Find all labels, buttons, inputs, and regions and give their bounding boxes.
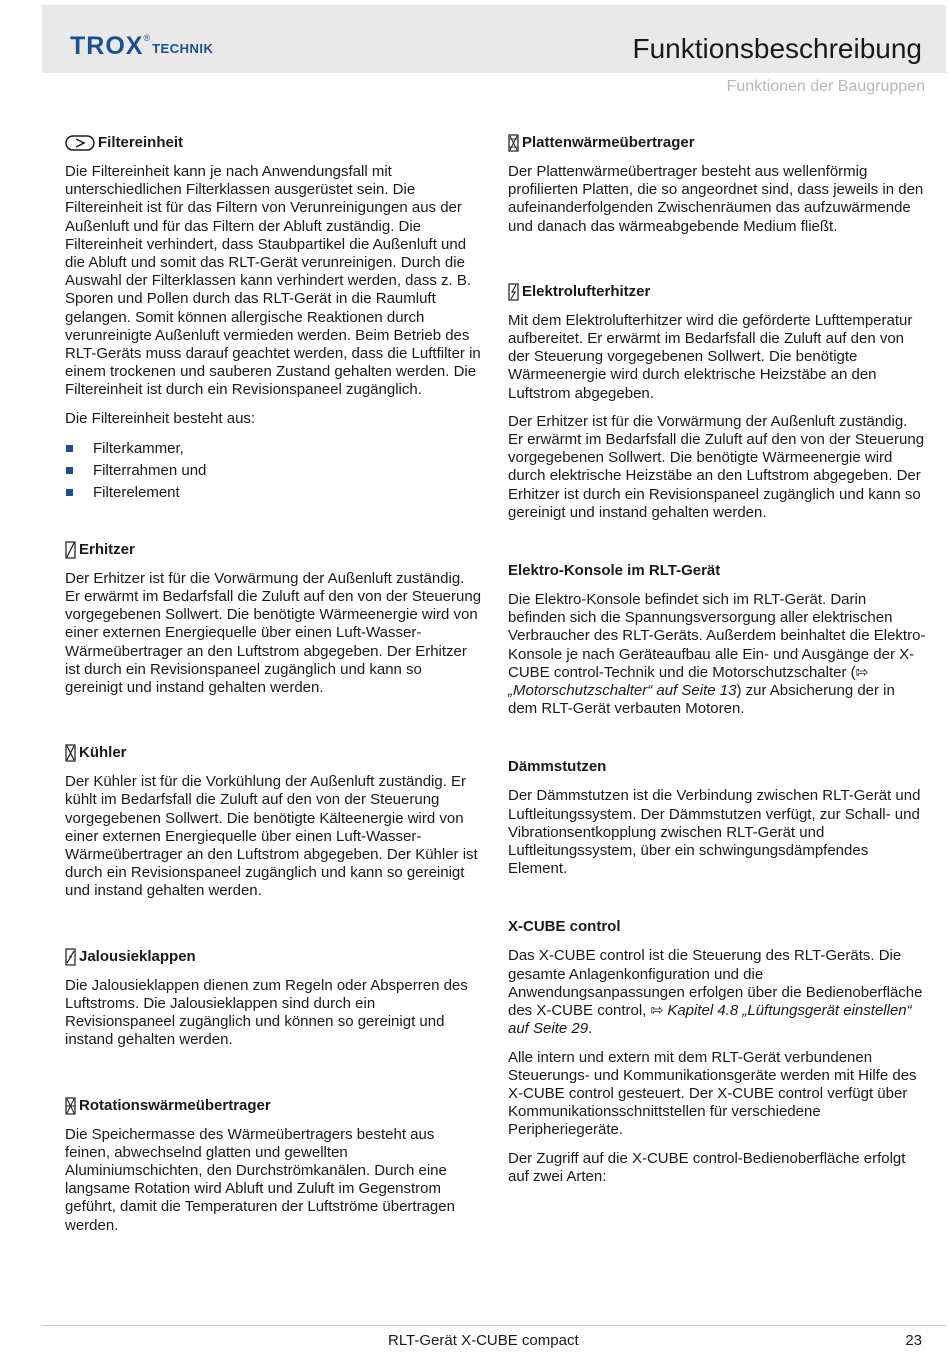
section-title: [508, 917, 926, 937]
footer-document-name: RLT-Gerät X-CUBE compact: [388, 1332, 579, 1349]
cooler-symbol-icon: [65, 744, 76, 762]
paragraph: Die Speichermasse des Wärmeübertragers besteht aus feinen, abwechselnd glatten und gewellten Aluminiumschichten, den Durchströmkanälen. Durch eine langsame Rotation wird Abluft und Zuluft im Gegenstrom geführt, damit die Temperaturen der Luftströme übertragen werden.: [65, 1125, 455, 1234]
paragraph: Der Dämmstutzen ist die Verbindung zwischen RLT-Gerät und Luftleitungssystem. Der Dämmstutzen verfügt, zur Schall- und Vibrationsentkopplung zwischen RLT-Gerät und Luftleitungssystem, über ein schwingungsdämpfendes Element.: [508, 787, 921, 878]
list-item: [65, 438, 483, 460]
paragraph-text: Die Elektro-Konsole befindet sich im RLT-Gerät. Darin befinden sich die Spannungsversorgung aller elektrischen Verbraucher des RLT-Geräts. Außerdem beinhaltet die Elektro-Konsole je nach Geräteaufbau alle Ein- und Ausgänge der X-CUBE control-Technik und die Motorschutzschalter (: [508, 591, 926, 681]
paragraph: Die Filtereinheit kann je nach Anwendungsfall mit unterschiedlichen Filterklassen ausgerüstet sein. Die Filtereinheit ist für das Filtern von Verunreinigungen aus der Außenluft und für das Filtern der Abluft zuständig. Die Filtereinheit verhindert, dass Staubpartikel die Außenluft und die Abluft und somit das RLT-Gerät verunreinigen. Durch die Auswahl der Filterklassen kann verhindert werden, dass z. B. Sporen und Pollen durch das RLT-Gerät in die Raumluft gelangen. Somit können allergische Reaktionen durch verunreinigte Außenluft vermieden werden. Beim Betrieb des RLT-Geräts muss darauf geachtet werden, dass die Luftfilter in einem trockenen und sauberen Zustand gehalten werden. Die Filtereinheit ist durch ein Revisionspaneel zugänglich.: [65, 163, 481, 399]
bullet-square-icon: [66, 489, 73, 496]
cross-reference-link[interactable]: „Motorschutzschalter“ auf Seite 13: [508, 682, 737, 700]
section-title-text: Jalousieklappen: [79, 947, 196, 965]
logo-wordmark: TROX: [70, 32, 144, 60]
section-rotary: [65, 1096, 483, 1235]
paragraph: Alle intern und extern mit dem RLT-Gerät verbundenen Steuerungs- und Kommunikationsgeräte werden mit Hilfe des X-CUBE control gesteuert. Der X-CUBE control verfügt über Kommunikationsschnittstellen für verschiedene Peripheriegeräte.: [508, 1048, 917, 1139]
paragraph: Die Filtereinheit besteht aus:: [65, 409, 256, 427]
paragraph: Der Kühler ist für die Vorkühlung der Außenluft zuständig. Er kühlt im Bedarfsfall die Zuluft auf den von der Steuerung vorgegebenen Sollwert. Die benötigte Kälteenergie wird von einer externen Energiequelle über einen Luft-Wasser-Wärmeübertrager an den Luftstrom abgegeben. Der Kühler ist durch ein Revisionspaneel zugänglich und kann so gereinigt und instand gehalten werden.: [65, 773, 478, 900]
paragraph-text: Das X-CUBE control ist die Steuerung des RLT-Geräts. Die gesamte Anlagenkonfiguration und die Anwendungsanpassungen erfolgen über die Bedienoberfläche des X-CUBE control,: [508, 947, 923, 1020]
trox-logo: [70, 31, 213, 61]
section-title-text: Plattenwärmeübertrager: [522, 134, 695, 151]
document-title: Funktionsbeschreibung: [632, 33, 922, 64]
section-title-text: Dämmstutzen: [508, 758, 607, 776]
list-item-text: Filterelement: [93, 483, 180, 501]
paragraph: Die Jalousieklappen dienen zum Regeln oder Absperren des Luftstroms. Die Jalousieklappen sind durch ein Revisionspaneel zugänglich und können so gereinigt und instand gehalten werden.: [65, 976, 468, 1049]
section-title: [508, 561, 926, 581]
bullet-square-icon: [66, 467, 73, 474]
damper-symbol-icon: [65, 948, 76, 966]
cross-reference-link[interactable]: Kapitel 4.8 „Lüftungsgerät einstellen“ auf Seite 29: [508, 1002, 912, 1038]
heater-symbol-icon: [65, 541, 76, 559]
logo-subtitle: TECHNIK: [152, 41, 214, 56]
section-heater: [65, 540, 483, 697]
paragraph-text: ) zur Absicherung der in dem RLT-Gerät verbauten Motoren.: [508, 682, 895, 718]
section-title-text: X-CUBE control: [508, 918, 621, 936]
list-item-text: Filterkammer,: [93, 439, 184, 457]
paragraph: Mit dem Elektrolufterhitzer wird die geförderte Lufttemperatur aufbereitet. Er erwärmt im Bedarfsfall die Zuluft auf den von der Steuerung vorgegebenen Sollwert. Die benötigte Wärmeenergie wird durch elektrische Heizstäbe an den Luftstrom abgegeben.: [508, 311, 913, 402]
section-title-text: Elektro-Konsole im RLT-Gerät: [508, 562, 721, 580]
section-title: [65, 1096, 483, 1116]
section-cooler: [65, 743, 483, 900]
section-title: [65, 743, 483, 763]
paragraph: Der Erhitzer ist für die Vorwärmung der Außenluft zuständig. Er erwärmt im Bedarfsfall die Zuluft auf den von der Steuerung vorgegebenen Sollwert. Die benötigte Wärmeenergie wird durch elektrische Heizstäbe an den Luftstrom abgegeben. Der Erhitzer ist durch ein Revisionspaneel zugänglich und kann so gereinigt und instand gehalten werden.: [508, 412, 925, 521]
paragraph: Der Zugriff auf die X-CUBE control-Bedienoberfläche erfolgt auf zwei Arten:: [508, 1149, 906, 1185]
section-title: [65, 133, 483, 153]
section-title-text: Elektrolufterhitzer: [522, 282, 651, 300]
footer-divider: [42, 1325, 946, 1326]
paragraph: [508, 947, 926, 1038]
section-title: [65, 947, 483, 967]
paragraph: [508, 591, 926, 718]
bullet-square-icon: [66, 445, 73, 452]
section-title-text: Erhitzer: [79, 540, 135, 558]
page-header: [42, 5, 946, 73]
list-item: [65, 460, 483, 482]
document-subtitle: Funktionen der Baugruppen: [726, 78, 925, 95]
electric-heater-symbol-icon: [508, 283, 519, 301]
bullet-list: [65, 438, 483, 504]
section-title: [65, 540, 483, 560]
section-dampers: [65, 947, 483, 1050]
section-xcube-control: [508, 917, 926, 1185]
list-item: [65, 482, 483, 504]
section-electro-console: [508, 561, 926, 718]
section-electric-heater: [508, 282, 926, 522]
list-item-text: Filterrahmen und: [93, 461, 207, 479]
section-title: [508, 133, 926, 153]
cross-reference-icon: ⇰: [650, 1002, 668, 1020]
section-title-text: Filtereinheit: [98, 134, 184, 151]
left-column: [65, 133, 483, 1245]
plate-exchanger-symbol-icon: [508, 134, 519, 152]
footer-page-number: 23: [905, 1332, 922, 1349]
cross-reference-icon: ⇰: [855, 663, 869, 681]
filter-symbol-icon: [65, 135, 95, 151]
section-title: [508, 282, 926, 302]
paragraph: Der Plattenwärmeübertrager besteht aus wellenförmig profilierten Platten, die so angeordnet sind, dass jeweils in den aufeinanderfolgenden Zwischenräumen das aufzuwärmende und danach das wärmeabgebende Medium fließt.: [508, 163, 924, 235]
section-title: [508, 757, 926, 777]
right-column: [508, 133, 926, 1196]
section-title-text: Rotationswärmeübertrager: [79, 1096, 271, 1114]
paragraph: Der Erhitzer ist für die Vorwärmung der Außenluft zuständig. Er erwärmt im Bedarfsfall die Zuluft auf den von der Steuerung vorgegebenen Sollwert. Die benötigte Wärmeenergie wird von einer externen Energiequelle über einen Luft-Wasser-Wärmeübertrager an den Luftstrom abgegeben. Der Erhitzer ist durch ein Revisionspaneel zugänglich und kann so gereinigt und instand gehalten werden.: [65, 569, 482, 697]
section-filter: [65, 133, 483, 504]
paragraph-text: .: [588, 1020, 593, 1038]
rotary-exchanger-symbol-icon: [65, 1097, 76, 1115]
logo-registered-mark: ®: [143, 33, 151, 43]
section-damping-socket: [508, 757, 926, 878]
section-title-text: Kühler: [79, 744, 127, 762]
section-plate-exchanger: [508, 133, 926, 236]
